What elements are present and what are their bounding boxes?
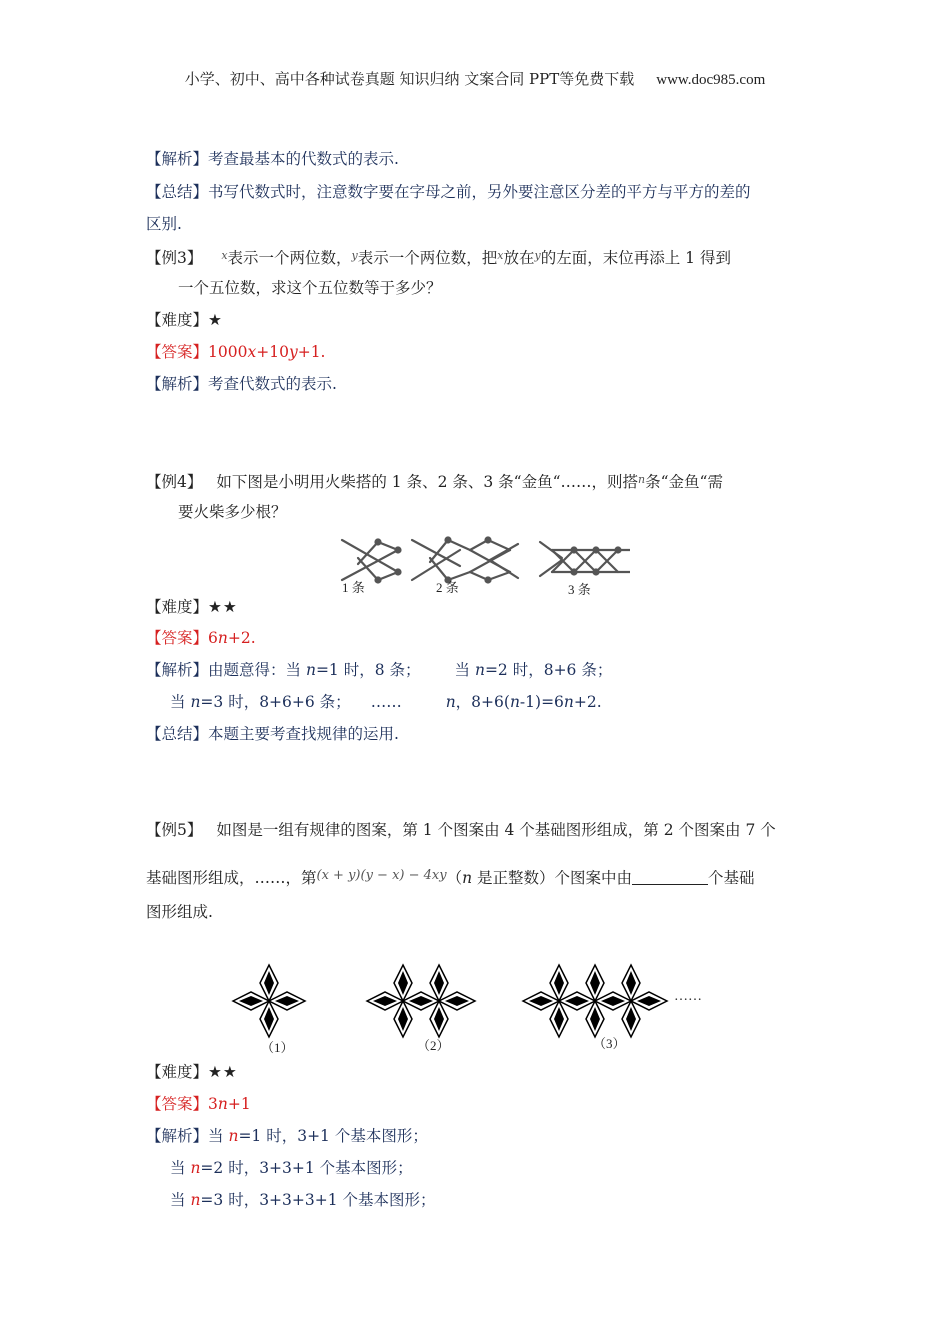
label: 【答案】 <box>146 629 209 647</box>
page-header <box>0 68 950 89</box>
text: 当 <box>170 1191 191 1209</box>
text: 是正整数）个图案中由 <box>472 869 633 887</box>
var: n <box>228 1127 239 1145</box>
label: 【例5】 <box>146 821 203 839</box>
header-text: 小学、初中、高中各种试卷真题 知识归纳 文案合同 PPT等免费下载 <box>184 70 635 88</box>
text: ，8+6( <box>455 693 510 711</box>
text: +10 <box>256 343 289 361</box>
var-x: x <box>497 249 504 262</box>
label: 【解析】 <box>146 150 209 168</box>
var: n <box>563 693 574 711</box>
text: +1 <box>227 1095 251 1113</box>
text: 表示一个两位数，把 <box>357 249 498 267</box>
var: n <box>445 693 456 711</box>
var: x <box>247 343 257 361</box>
text: 考查代数式的表示. <box>208 375 337 393</box>
pattern-2 <box>367 965 475 1037</box>
text: 3 <box>208 1095 218 1113</box>
example5-line-cont <box>146 866 811 888</box>
answer-blank <box>632 870 708 885</box>
label: 【解析】 <box>146 661 209 679</box>
caption-2: 2 条 <box>436 580 459 595</box>
label: 【例4】 <box>146 473 203 491</box>
text: 条“金鱼“需 <box>645 473 723 491</box>
label: 【答案】 <box>146 343 209 361</box>
label: 【总结】 <box>146 183 209 201</box>
caption-2: （2） <box>417 1038 450 1053</box>
text: 基础图形组成，……，第 <box>146 869 317 887</box>
header-site: www.doc985.com <box>656 72 766 88</box>
difficulty-line <box>146 597 811 617</box>
var-y: y <box>351 249 358 262</box>
summary-line <box>146 182 811 202</box>
var: n <box>190 1159 201 1177</box>
text: =2 时，8+6 条； <box>484 661 613 679</box>
text: =1 时，8 条； <box>315 661 421 679</box>
text: 如图是一组有规律的图案，第 1 个图案由 4 个基础图形组成，第 2 个图案由 7 个 <box>216 821 776 839</box>
analysis-line <box>146 149 811 169</box>
example3-line-cont <box>178 278 843 298</box>
text: …… <box>370 693 402 711</box>
analysis-line <box>146 374 811 394</box>
caption-3: 3 条 <box>568 582 591 597</box>
text: 一个五位数，求这个五位数等于多少？ <box>178 279 442 297</box>
text: 如下图是小明用火柴搭的 1 条、2 条、3 条“金鱼“……，则搭 <box>216 473 639 491</box>
label: 【解析】 <box>146 375 209 393</box>
text: 1000 <box>208 343 248 361</box>
var: n <box>305 661 316 679</box>
label: 【难度】 <box>146 598 209 616</box>
text: 区别. <box>146 215 182 233</box>
var: n <box>509 693 520 711</box>
text: 表示一个两位数， <box>227 249 352 267</box>
example3-line <box>146 246 811 268</box>
var-y: y <box>534 249 541 262</box>
summary-line <box>146 724 811 744</box>
text: 6 <box>208 629 218 647</box>
analysis-line-cont <box>170 1190 835 1210</box>
text: =3 时，8+6+6 条； <box>200 693 351 711</box>
var: n <box>474 661 485 679</box>
text: 书写代数式时，注意数字要在字母之前，另外要注意区分差的平方与平方的差的 <box>208 183 751 201</box>
label: 【难度】 <box>146 1063 209 1081</box>
pattern-1 <box>233 965 305 1037</box>
text: 考查最基本的代数式的表示. <box>208 150 399 168</box>
text: =3 时，3+3+3+1 个基本图形； <box>200 1191 436 1209</box>
pattern-dots: …… <box>674 989 702 1004</box>
example5-line <box>146 820 811 840</box>
text: =1 时，3+1 个基本图形； <box>238 1127 428 1145</box>
label: 【难度】 <box>146 311 209 329</box>
example4-line-cont <box>178 502 843 522</box>
diamond-pattern-figure <box>225 962 725 1058</box>
example4-line <box>146 470 811 492</box>
caption-1: 1 条 <box>342 580 365 595</box>
text: 本题主要考查找规律的运用. <box>208 725 399 743</box>
var: y <box>288 343 298 361</box>
text: 图形组成. <box>146 903 213 921</box>
text: +2. <box>573 693 602 711</box>
var-x: x <box>221 249 228 262</box>
var: n <box>217 629 228 647</box>
difficulty-stars: ★★ <box>208 1063 238 1081</box>
text: 当 <box>170 693 191 711</box>
label: 【答案】 <box>146 1095 209 1113</box>
analysis-line <box>146 1126 811 1146</box>
text: +2. <box>227 629 256 647</box>
var: n <box>190 1191 201 1209</box>
text: 当 <box>454 661 475 679</box>
example5-line-cont <box>146 902 811 922</box>
difficulty-stars: ★ <box>208 311 223 329</box>
text: 个基础 <box>708 869 755 887</box>
analysis-line-cont <box>170 1158 835 1178</box>
var-n: n <box>638 473 646 486</box>
text: +1. <box>297 343 326 361</box>
analysis-line-cont <box>170 692 835 712</box>
text: 的左面，末位再添上 1 得到 <box>540 249 731 267</box>
var: n <box>462 869 473 887</box>
text: -1)=6 <box>519 693 564 711</box>
answer-line <box>146 628 811 648</box>
text: 当 <box>208 1127 229 1145</box>
var: n <box>190 693 201 711</box>
analysis-line <box>146 660 811 680</box>
var: n <box>217 1095 228 1113</box>
caption-1: （1） <box>261 1040 294 1055</box>
difficulty-line <box>146 310 811 330</box>
answer-line <box>146 342 811 362</box>
summary-line-cont <box>146 214 811 234</box>
difficulty-stars: ★★ <box>208 598 238 616</box>
caption-3: （3） <box>593 1036 626 1051</box>
text: 当 <box>170 1159 191 1177</box>
difficulty-line <box>146 1062 811 1082</box>
label: 【总结】 <box>146 725 209 743</box>
text: （ <box>446 869 463 887</box>
text: =2 时，3+3+1 个基本图形； <box>200 1159 413 1177</box>
label: 【解析】 <box>146 1127 209 1145</box>
formula: (x + y)(y − x) − 4xy <box>316 868 447 883</box>
matchstick-fish-figure <box>330 528 630 598</box>
text: 由题意得：当 <box>208 661 306 679</box>
text: 要火柴多少根？ <box>178 503 287 521</box>
answer-line <box>146 1094 811 1114</box>
text: 放在 <box>503 249 535 267</box>
label: 【例3】 <box>146 249 203 267</box>
pattern-3 <box>523 965 667 1037</box>
